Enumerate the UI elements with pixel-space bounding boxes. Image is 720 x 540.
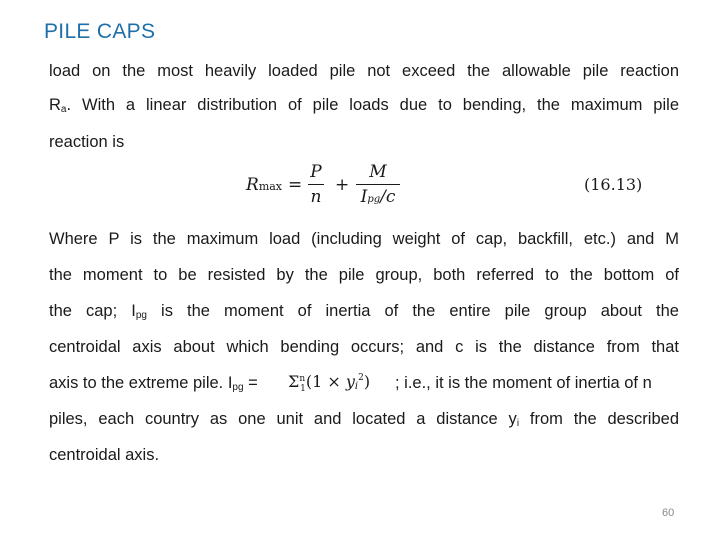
- slide-title: PILE CAPS: [44, 20, 156, 43]
- equation-lhs-subscript: max: [258, 180, 283, 193]
- body-line-7: centroidal axis about which bending occurs; and c is the distance from that: [49, 338, 679, 356]
- yi-subscript: i: [516, 418, 520, 429]
- equals-sign: =: [288, 175, 303, 195]
- fraction-denominator: n: [310, 187, 322, 207]
- sum-power: 2: [358, 373, 364, 383]
- body-line-8: axis to the extreme pile. $I_{pg}$ =: [49, 374, 258, 393]
- equation-lhs: Rmax: [246, 175, 283, 195]
- fraction-bar: [356, 184, 400, 185]
- fraction-p-over-n: [308, 162, 324, 207]
- page-number: 60: [662, 507, 675, 519]
- rmax-subscript: a: [60, 104, 67, 115]
- fraction-bar: [308, 184, 324, 185]
- body-line-1: load on the most heavily loaded pile not exceed the allowable pile reaction: [49, 62, 679, 80]
- body-line-4: Where P is the maximum load (including weight of cap, backfill, etc.) and M: [49, 230, 679, 248]
- fraction-denominator: Ipg/c: [360, 187, 396, 207]
- sum-body: (1 ×: [305, 372, 346, 391]
- body-line-6: the cap; $I_{pg}$ is the moment of inertia of the entire pile group about the: [49, 302, 679, 321]
- sigma-symbol: Σ: [288, 372, 300, 391]
- plus-sign: +: [335, 175, 350, 195]
- rmax-symbol: R: [49, 96, 61, 114]
- equation-16-13: [246, 160, 676, 212]
- fraction-numerator: P: [310, 162, 322, 182]
- sum-variable-subscript: i: [354, 381, 359, 392]
- equation-number: (16.13): [584, 175, 643, 194]
- body-line-2: [49, 96, 679, 115]
- sum-lower-limit: 1: [300, 384, 306, 394]
- sum-close: ): [363, 372, 371, 391]
- body-line-9: piles, each country as one unit and located a distance $y_i$ from the described: [49, 410, 679, 429]
- fraction-numerator: M: [369, 162, 387, 182]
- sum-expression: [288, 372, 370, 394]
- body-line-8-tail: ; i.e., it is the moment of inertia of n: [395, 374, 652, 392]
- sum-variable: y: [345, 372, 355, 391]
- body-line-2-text: . With a linear distribution of pile loads due to bending, the maximum pile: [66, 96, 679, 114]
- fraction-m-over-ipg-c: [356, 162, 400, 207]
- body-line-3: reaction is: [49, 133, 125, 151]
- body-line-5: the moment to be resisted by the pile group, both referred to the bottom of: [49, 266, 679, 284]
- body-line-10: centroidal axis.: [49, 446, 160, 464]
- ipg-subscript: pg: [135, 310, 147, 321]
- ipg-subscript: pg: [232, 382, 244, 393]
- sum-upper-limit: n: [299, 374, 306, 384]
